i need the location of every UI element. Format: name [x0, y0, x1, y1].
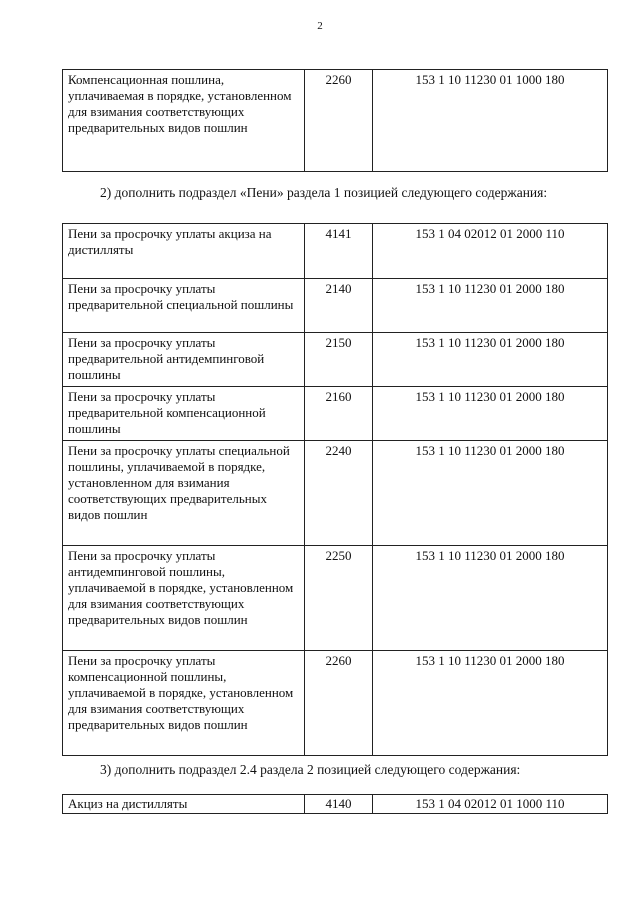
payment-code-cell: 2250	[305, 546, 373, 651]
payment-name-cell: Пени за просрочку уплаты акциза на дистилляты	[63, 224, 305, 279]
instruction-item-3: 3) дополнить подраздел 2.4 раздела 2 позицией следующего содержания:	[100, 762, 521, 777]
budget-classification-code-cell: 153 1 10 11230 01 1000 180	[373, 70, 608, 172]
payment-name-cell: Компенсационная пошлина, уплачиваемая в порядке, установленном для взимания соответствующих предварительных видов пошлин	[63, 70, 305, 172]
payment-name-cell: Пени за просрочку уплаты предварительной антидемпинговой пошлины	[63, 333, 305, 387]
penalties-table	[62, 223, 608, 756]
table-row	[63, 333, 608, 387]
payment-name-cell: Акциз на дистилляты	[63, 795, 305, 814]
payment-name-cell: Пени за просрочку уплаты антидемпинговой пошлины, уплачиваемой в порядке, установленном для взимания соответствующих предварительных видов пошлин	[63, 546, 305, 651]
budget-classification-code-cell: 153 1 10 11230 01 2000 180	[373, 651, 608, 756]
budget-classification-code-cell: 153 1 10 11230 01 2000 180	[373, 333, 608, 387]
table-row	[63, 546, 608, 651]
instruction-item-2: 2) дополнить подраздел «Пени» раздела 1 позицией следующего содержания:	[100, 185, 548, 200]
payment-code-cell: 2150	[305, 333, 373, 387]
payment-code-cell: 4140	[305, 795, 373, 814]
budget-classification-code-cell: 153 1 10 11230 01 2000 180	[373, 546, 608, 651]
compensation-duty-table	[62, 69, 608, 172]
payment-name-cell: Пени за просрочку уплаты специальной пошлины, уплачиваемой в порядке, установленном для взимания соответствующих предварительных видов пошлин	[63, 441, 305, 546]
payment-name-cell: Пени за просрочку уплаты компенсационной пошлины, уплачиваемой в порядке, установленном для взимания соответствующих предварительных видов пошлин	[63, 651, 305, 756]
budget-classification-code-cell: 153 1 10 11230 01 2000 180	[373, 441, 608, 546]
table-row	[63, 795, 608, 814]
table-row	[63, 441, 608, 546]
budget-classification-code-cell: 153 1 04 02012 01 1000 110	[373, 795, 608, 814]
payment-code-cell: 2260	[305, 651, 373, 756]
payment-code-cell: 2140	[305, 279, 373, 333]
table-row	[63, 279, 608, 333]
page-number: 2	[317, 20, 323, 32]
budget-classification-code-cell: 153 1 04 02012 01 2000 110	[373, 224, 608, 279]
payment-code-cell: 2260	[305, 70, 373, 172]
excise-table	[62, 794, 608, 814]
payment-code-cell: 4141	[305, 224, 373, 279]
budget-classification-code-cell: 153 1 10 11230 01 2000 180	[373, 279, 608, 333]
table-row	[63, 70, 608, 172]
payment-name-cell: Пени за просрочку уплаты предварительной компенсационной пошлины	[63, 387, 305, 441]
table-row	[63, 651, 608, 756]
payment-name-cell: Пени за просрочку уплаты предварительной специальной пошлины	[63, 279, 305, 333]
payment-code-cell: 2160	[305, 387, 373, 441]
budget-classification-code-cell: 153 1 10 11230 01 2000 180	[373, 387, 608, 441]
table-row	[63, 224, 608, 279]
table-row	[63, 387, 608, 441]
payment-code-cell: 2240	[305, 441, 373, 546]
